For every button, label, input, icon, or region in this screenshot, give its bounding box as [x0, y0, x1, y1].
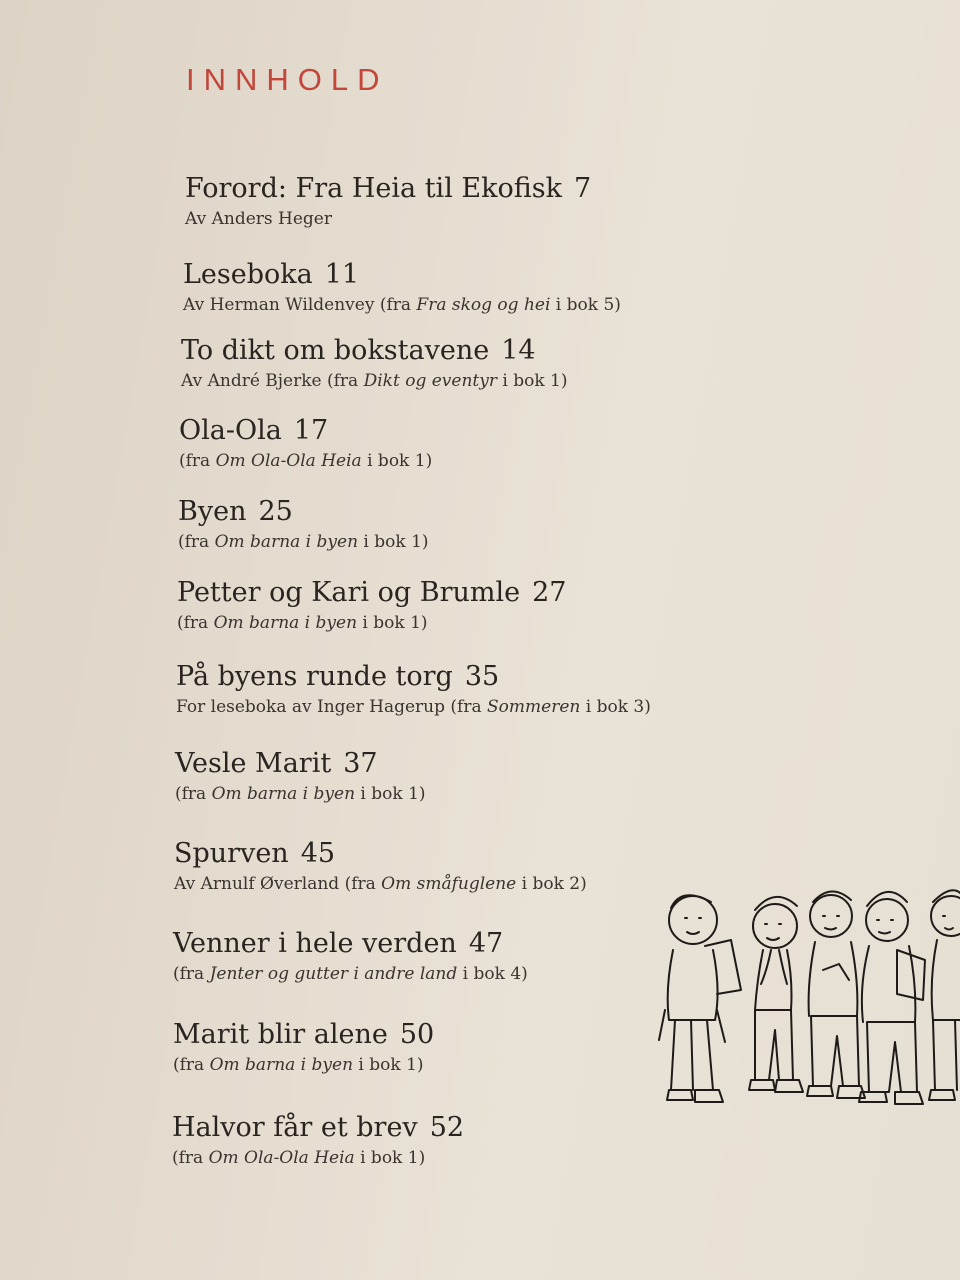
- entry-source-prefix: Av Anders Heger: [185, 209, 332, 229]
- entry-title-line: [178, 495, 429, 529]
- entry-source-suffix: i bok 5): [550, 295, 621, 315]
- entry-source: [177, 612, 566, 634]
- entry-source-suffix: i bok 1): [496, 371, 568, 391]
- entry-source-title: Fra skog og hei: [416, 295, 551, 315]
- entry-source-title: Om barna i byen: [214, 532, 359, 552]
- entry-source: [173, 1054, 434, 1076]
- entry-source-title: Om Ola-Ola Heia: [215, 451, 362, 471]
- entry-source: [176, 696, 651, 718]
- entry-source-suffix: i bok 1): [361, 451, 433, 471]
- toc-entry: [179, 414, 432, 472]
- child-figure: [749, 897, 803, 1092]
- child-figure: [659, 895, 741, 1102]
- entry-source-title: Om barna i byen: [213, 613, 358, 633]
- entry-source-prefix: (fra: [178, 532, 215, 552]
- toc-entry: [183, 258, 621, 316]
- entry-source: [178, 531, 429, 553]
- entry-title: Spurven: [174, 838, 289, 869]
- entry-title-line: [173, 1018, 434, 1052]
- entry-title: Petter og Kari og Brumle: [177, 577, 521, 608]
- entry-page-number: 50: [399, 1019, 435, 1050]
- entry-source: [179, 450, 432, 472]
- entry-source-prefix: (fra: [173, 964, 210, 984]
- entry-title: På byens runde torg: [176, 661, 453, 692]
- entry-page-number: 37: [343, 748, 378, 779]
- entry-page-number: 17: [293, 415, 329, 446]
- entry-title-line: [173, 927, 528, 961]
- entry-source-suffix: i bok 4): [457, 964, 528, 984]
- toc-entry: [174, 837, 587, 895]
- entry-page-number: 7: [573, 173, 592, 204]
- entry-source-suffix: i bok 1): [358, 532, 429, 552]
- entry-source: [185, 208, 591, 230]
- entry-title-line: [185, 172, 591, 206]
- entry-title-line: [179, 414, 432, 448]
- child-figure: [807, 891, 865, 1098]
- entry-source-suffix: i bok 1): [354, 1148, 426, 1168]
- toc-entry: [185, 172, 591, 230]
- entry-source-prefix: Av Herman Wildenvey (fra: [183, 295, 417, 315]
- toc-entry: [177, 576, 566, 634]
- entry-source-prefix: (fra: [177, 613, 214, 633]
- child-figure: [929, 890, 960, 1100]
- entry-source-title: Dikt og eventyr: [363, 371, 497, 391]
- entry-page-number: 35: [464, 661, 500, 692]
- entry-title: Forord: Fra Heia til Ekofisk: [185, 173, 562, 204]
- entry-title-line: [177, 576, 566, 610]
- entry-page-number: 27: [532, 577, 567, 608]
- page-title: INNHOLD: [186, 62, 389, 97]
- entry-source: [174, 873, 587, 895]
- entry-source-suffix: i bok 1): [355, 784, 426, 804]
- entry-source-suffix: i bok 1): [353, 1055, 424, 1075]
- entry-source: [183, 294, 621, 316]
- entry-source-title: Om småfuglene: [381, 874, 517, 894]
- entry-source-prefix: For leseboka av Inger Hagerup (fra: [176, 697, 488, 717]
- entry-source: [173, 963, 528, 985]
- entry-title-line: [181, 334, 568, 368]
- entry-source-suffix: i bok 2): [516, 874, 587, 894]
- entry-title: Vesle Marit: [175, 748, 332, 779]
- entry-title: Halvor får et brev: [172, 1112, 418, 1143]
- entry-source: [181, 370, 568, 392]
- entry-title-line: [183, 258, 621, 292]
- entry-source-prefix: Av André Bjerke (fra: [181, 371, 364, 391]
- entry-page-number: 52: [429, 1112, 465, 1143]
- entry-title: Byen: [178, 496, 247, 527]
- entry-source: [175, 783, 426, 805]
- entry-source-title: Sommeren: [487, 697, 581, 717]
- entry-page-number: 25: [258, 496, 293, 527]
- entry-page-number: 47: [468, 928, 504, 959]
- entry-page-number: 11: [324, 259, 360, 290]
- children-illustration: [655, 880, 960, 1170]
- entry-source-prefix: (fra: [173, 1055, 210, 1075]
- entry-title-line: [172, 1111, 464, 1145]
- child-figure: [859, 892, 925, 1104]
- toc-entry: [176, 660, 651, 718]
- toc-entry: [173, 1018, 434, 1076]
- entry-source-prefix: (fra: [175, 784, 212, 804]
- entry-title: Marit blir alene: [173, 1019, 388, 1050]
- entry-title-line: [175, 747, 426, 781]
- entry-source-prefix: Av Arnulf Øverland (fra: [174, 874, 382, 894]
- entry-title: Venner i hele verden: [173, 928, 457, 959]
- toc-entry: [172, 1111, 464, 1169]
- entry-source-title: Om barna i byen: [211, 784, 356, 804]
- entry-title-line: [176, 660, 651, 694]
- entry-source-suffix: i bok 3): [580, 697, 651, 717]
- entry-source-prefix: (fra: [172, 1148, 209, 1168]
- entry-page-number: 45: [300, 838, 336, 869]
- entry-title: Leseboka: [183, 259, 313, 290]
- entry-page-number: 14: [501, 335, 536, 366]
- entry-title-line: [174, 837, 587, 871]
- entry-source-suffix: i bok 1): [357, 613, 428, 633]
- toc-entry: [178, 495, 429, 553]
- entry-title: Ola-Ola: [179, 415, 282, 446]
- entry-source-title: Om barna i byen: [209, 1055, 354, 1075]
- entry-source-title: Om Ola-Ola Heia: [208, 1148, 355, 1168]
- toc-entry: [175, 747, 426, 805]
- entry-source-title: Jenter og gutter i andre land: [209, 964, 458, 984]
- toc-entry: [181, 334, 568, 392]
- entry-title: To dikt om bokstavene: [181, 335, 490, 366]
- toc-entry: [173, 927, 528, 985]
- entry-source-prefix: (fra: [179, 451, 216, 471]
- entry-source: [172, 1147, 464, 1169]
